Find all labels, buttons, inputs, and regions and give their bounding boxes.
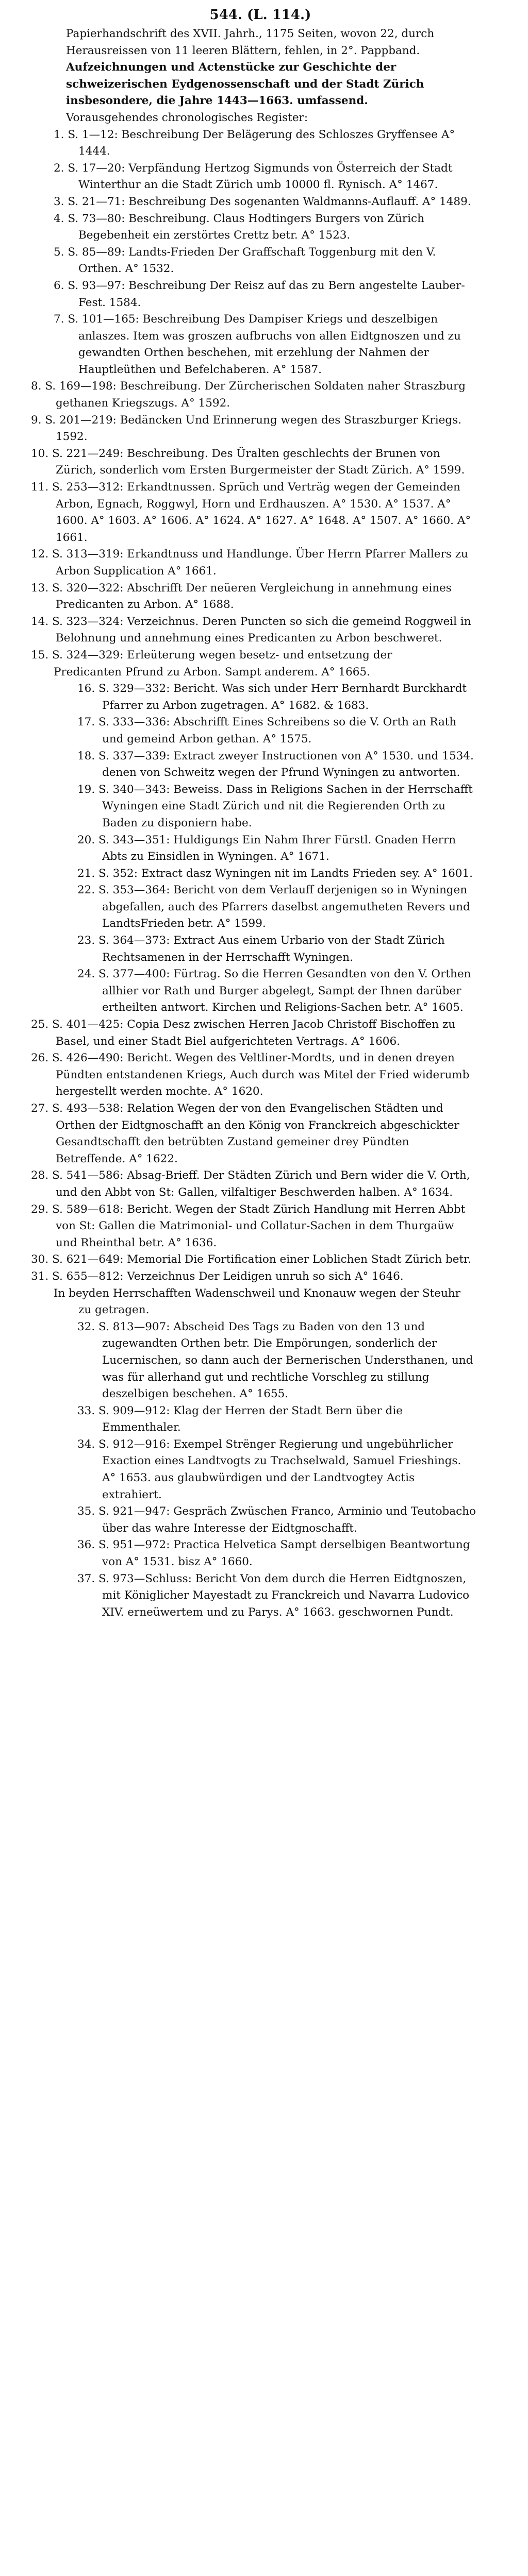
catalog-number: 544. (L. 114.)	[209, 7, 311, 23]
register-entry: 26. S. 426—490: Bericht. Wegen des Veltliner-Mordts, und in denen dreyen Pündten entstandenen Kriegs, Auch durch was Mitel der Fried widerumb hergestellt werden mochte. A° 1620.	[31, 1052, 470, 1098]
register-entry: 1. S. 1—12: Beschreibung Der Belägerung des Schloszes Gryffensee A° 1444.	[54, 128, 455, 158]
register-entry: 22. S. 353—364: Bericht von dem Verlauff derjenigen so in Wyningen abgefallen, auch des Pfarrers daselbst angemutheten Revers und LandtsFrieden betr. A° 1599.	[77, 884, 470, 930]
physical-description: Papierhandschrift des XVII. Jahrh., 1175 Seiten, wovon 22, durch Herausreissen von 11 leeren Blättern, fehlen, in 2°. Pappband.	[66, 27, 435, 57]
register-entry: 3. S. 21—71: Beschreibung Des sogenanten Waldmanns-Auflauff. A° 1489.	[54, 195, 471, 208]
register-entry: 30. S. 621—649: Memorial Die Fortification einer Loblichen Stadt Zürich betr.	[31, 1253, 471, 1266]
register-entry: 5. S. 85—89: Landts-Frieden Der Graffschaft Toggenburg mit den V. Orthen. A° 1532.	[54, 245, 436, 276]
register-heading: Vorausgehendes chronologisches Register:	[66, 111, 308, 124]
register-entry: 14. S. 323—324: Verzeichnus. Deren Puncten so sich die gemeind Roggweil in Belohnung und annehmung eines Predicanten zu Arbon beschweret.	[31, 615, 471, 645]
register-entry: 4. S. 73—80: Beschreibung. Claus Hodtingers Burgers von Zürich Begebenheit ein zerstörtes Crettz betr. A° 1523.	[54, 212, 424, 242]
register-entry: 29. S. 589—618: Bericht. Wegen der Stadt Zürich Handlung mit Herren Abbt von St: Gallen die Matrimonial- und Collatur-Sachen in dem Thurgaüw und Rheinthal betr. A° 1636.	[31, 1202, 466, 1249]
register-entry: 9. S. 201—219: Bedäncken Und Erinnerung wegen des Straszburger Kriegs. 1592.	[31, 413, 461, 444]
register-entry: 13. S. 320—322: Abschrifft Der neüeren Vergleichung in annehmung eines Predicanten zu Arbon. A° 1688.	[31, 581, 452, 612]
register-entry: 34. S. 912—916: Exempel Strënger Regierung und ungebührlicher Exaction eines Landtvogts zu Trachselwald, Samuel Frieshings. A° 1653. aus glaubwürdigen und der Landtvogtey Actis extrahiert.	[77, 1437, 461, 1501]
register-entry: 21. S. 352: Extract dasz Wyningen nit im Landts Frieden sey. A° 1601.	[77, 867, 473, 880]
register-entry: 2. S. 17—20: Verpfändung Hertzog Sigmunds von Österreich der Stadt Winterthur an die Stadt Zürich umb 10000 fl. Rynisch. A° 1467.	[54, 161, 453, 192]
register-entry: In beyden Herrschafften Wadenschweil und Knonauw wegen der Steuhr zu getragen.	[54, 1286, 460, 1317]
register-entry: 20. S. 343—351: Huldigungs Ein Nahm Ihrer Fürstl. Gnaden Herrn Abts zu Einsidlen in Wyningen. A° 1671.	[77, 833, 456, 863]
register-entry: 25. S. 401—425: Copia Desz zwischen Herren Jacob Christoff Bischoffen zu Basel, und einer Stadt Biel aufgerichteten Vertrags. A° 1606.	[31, 1018, 456, 1048]
register-entry: 11. S. 253—312: Erkandtnussen. Sprüch und Verträg wegen der Gemeinden Arbon, Egnach, Roggwyl, Horn und Erdhauszen. A° 1530. A° 1537. A° 1600. A° 1603. A° 1606. A° 1624. A° 1627. A° 1648. A° 1507. A° 1660. A° 1661.	[31, 481, 471, 544]
register-entry: 7. S. 101—165: Beschreibung Des Dampiser Kriegs und deszelbigen anlaszes. Item was groszen aufbruchs von allen Eidtgnoszen und zu gewandten Orthen beschehen, mit erzehlung der Nahmen der Hauptleüthen und Befelchaberen. A° 1587.	[54, 313, 461, 376]
register-entry: 8. S. 169—198: Beschreibung. Der Zürcherischen Soldaten naher Straszburg gethanen Kriegszugs. A° 1592.	[31, 380, 466, 410]
register-entry: 18. S. 337—339: Extract zweyer Instructionen von A° 1530. und 1534. denen von Schweitz wegen der Pfrund Wyningen zu antworten.	[77, 749, 474, 779]
register-entry: 16. S. 329—332: Bericht. Was sich under Herr Bernhardt Burckhardt Pfarrer zu Arbon zugetragen. A° 1682. & 1683.	[77, 682, 467, 712]
register-entry: 17. S. 333—336: Abschrifft Eines Schreibens so die V. Orth an Rath und gemeind Arbon gethan. A° 1575.	[77, 716, 457, 745]
register-entry: 31. S. 655—812: Verzeichnus Der Leidigen unruh so sich A° 1646.	[31, 1269, 404, 1283]
register-entry: 24. S. 377—400: Fürtrag. So die Herren Gesandten von den V. Orthen allhier vor Rath und Burger abgelegt, Sampt der Ihnen darüber ertheilten antwort. Kirchen und Religions-Sachen betr. A° 1605.	[77, 968, 471, 1014]
register-entry: 28. S. 541—586: Absag-Brieff. Der Städten Zürich und Bern wider die V. Orth, und den Abbt von St: Gallen, vilfaltiger Beschwerden halben. A° 1634.	[31, 1169, 470, 1199]
register-entry: 36. S. 951—972: Practica Helvetica Sampt derselbigen Beantwortung von A° 1531. bisz A° 1660.	[77, 1538, 470, 1569]
register-entry: 19. S. 340—343: Beweiss. Dass in Religions Sachen in der Herrschafft Wyningen eine Stadt Zürich und nit die Regierenden Orth zu Baden zu disponiern habe.	[77, 783, 473, 829]
register-entry: 23. S. 364—373: Extract Aus einem Urbario von der Stadt Zürich Rechtsamenen in der Herrschafft Wyningen.	[77, 934, 445, 964]
register-entry: 35. S. 921—947: Gespräch Zwüschen Franco, Arminio und Teutobacho über das wahre Interesse der Eidtgnoschafft.	[77, 1505, 476, 1535]
manuscript-title: Aufzeichnungen und Actenstücke zur Geschichte der schweizerischen Eydgenossenschaft und der Stadt Zürich insbesondere, die Jahre 1443—1663. umfassend.	[66, 61, 424, 108]
register-entry: 10. S. 221—249: Beschreibung. Des Üralten geschlechts der Brunen von Zürich, sonderlich vom Ersten Burgermeister der Stadt Zürich. A° 1599.	[31, 447, 465, 477]
register-entry: 32. S. 813—907: Abscheid Des Tags zu Baden von den 13 und zugewandten Orthen betr. Die Empörungen, sonderlich der Lucernischen, so dann auch der Bernerischen Understhanen, und was für allerhand gut und rechtliche Vorschleg zu stillung deszelbigen beschehen. A° 1655.	[77, 1320, 473, 1401]
register-entry: 6. S. 93—97: Beschreibung Der Reisz auf das zu Bern angestelte Lauber-Fest. 1584.	[54, 279, 465, 309]
register-entry: Predicanten Pfrund zu Arbon. Sampt anderem. A° 1665.	[54, 665, 370, 679]
register-entry: 15. S. 324—329: Erleüterung wegen besetz- und entsetzung der	[31, 648, 392, 662]
register-entry: 37. S. 973—Schluss: Bericht Von dem durch die Herren Eidtgnoszen, mit Königlicher Mayestadt zu Franckreich und Navarra Ludovico XIV. erneüwertem und zu Parys. A° 1663. geschwornen Pundt.	[77, 1572, 470, 1619]
register-list	[24, 127, 476, 1621]
register-entry: 12. S. 313—319: Erkandtnuss und Handlunge. Über Herrn Pfarrer Mallers zu Arbon Supplication A° 1661.	[31, 548, 468, 578]
register-entry: 33. S. 909—912: Klag der Herren der Stadt Bern über die Emmenthaler.	[77, 1404, 403, 1434]
register-entry: 27. S. 493—538: Relation Wegen der von den Evangelischen Städten und Orthen der Eidtgnoschafft an den König von Franckreich abgeschickter Gesandtschafft den betrübten Zustand gemeiner drey Pündten Betreffende. A° 1622.	[31, 1102, 459, 1165]
